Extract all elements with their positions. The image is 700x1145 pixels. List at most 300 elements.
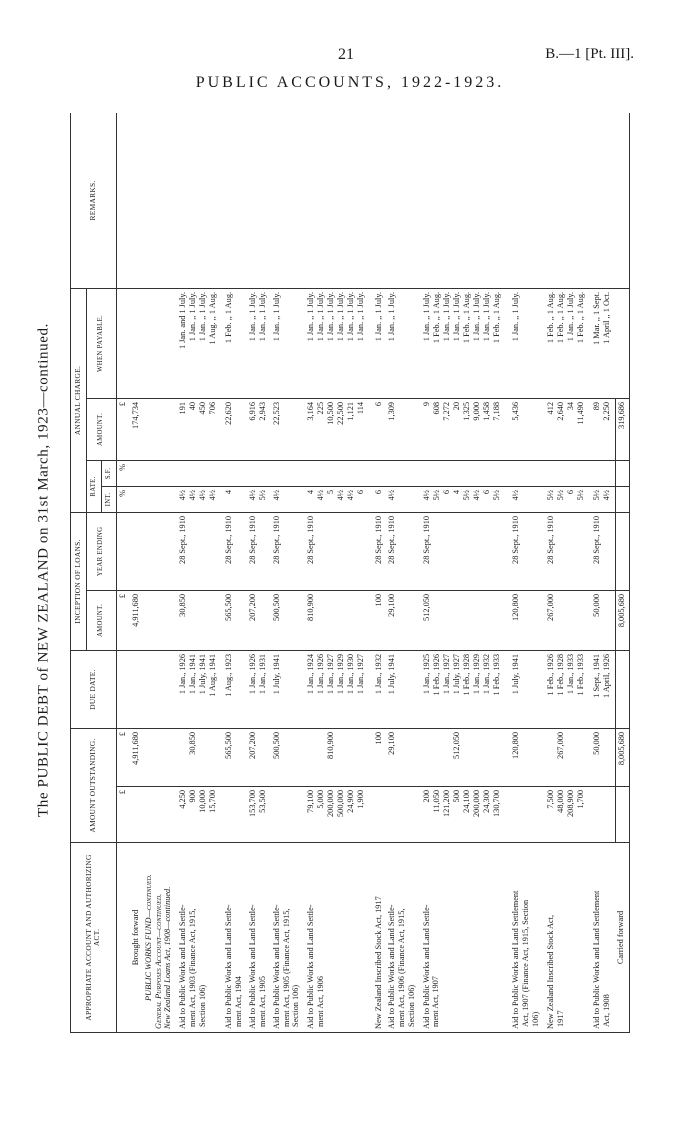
cell-line: 1 July, 1941 [387,653,397,695]
outstanding-sub [386,787,420,843]
total-charge: 319,686 [615,398,629,460]
due-date [373,650,386,728]
cell-line: 1 July, 1941 [511,653,521,695]
inception-amount: 50,000 [591,590,616,650]
outstanding-total [247,728,271,786]
account-line: New Zealand Inscribed Stock Act, 1917 [374,896,384,1029]
cell-line: 1 Feb., 1928 [461,653,471,696]
cell-line [131,292,141,395]
account-line: New Zealand Inscribed Stock Act, [545,914,555,1029]
cell-line: 191 [178,401,188,415]
total-inception: 8,005,680 [615,590,629,650]
cell-line: 1 Jan., 1930 [346,653,356,695]
rate-int [591,486,616,512]
when-payable [615,288,629,398]
cell-line: 1 Jan. ,, 1 July. [481,291,491,342]
unit-percent: % [116,486,129,512]
charge-amount [386,398,420,460]
cell-line: 22,523 [271,401,281,425]
header-row-1 [71,113,87,1033]
cell-line: 6 [374,489,384,495]
inception-amount: 120,800 [510,590,544,650]
cell-line: 1 Jan., 1929 [471,653,481,695]
table-row [510,113,544,1033]
cell-line [326,464,336,483]
charge-amount [591,398,616,460]
account-description [510,843,544,1033]
outstanding-total [271,728,305,786]
cell-line: 6 [565,489,575,495]
table-row [177,113,223,1033]
cell-line: 225 [316,401,326,415]
account-line: Aid to Public Works and Land Settle- [247,904,257,1029]
cell-line [131,464,141,483]
cell-line: 48,000 [555,790,565,813]
cell-line [422,732,432,783]
account-line: Section 106) [291,984,301,1027]
inception-year: 28 Sept., 1910 [247,512,271,590]
cell-line [482,464,492,483]
when-payable [305,288,373,398]
cell-line: 89 [591,401,601,411]
cell-line: 5½ [575,489,585,501]
charge-amount [247,398,271,460]
cell-line: 512,050 [451,731,461,759]
outstanding-sub [130,787,143,843]
cell-line [131,490,141,509]
cell-line [387,464,397,483]
cell-line: 5 [326,489,336,495]
due-date [143,650,177,728]
cell-line: 500,000 [336,790,346,817]
cell-line: 1 Feb. ,, 1 Aug. [224,291,234,344]
rate-sf [545,460,591,486]
cell-line: 1 Jan., 1927 [326,653,336,695]
cell-line: 200 [421,790,431,803]
due-date [305,650,373,728]
cell-line: 1 Sept., 1941 [591,653,601,698]
account-line: Act, 1908 [601,994,611,1027]
outstanding-sub [373,787,386,843]
remarks-cell [545,113,591,288]
cell-line [178,464,188,483]
rate-int [545,486,591,512]
cell-line: 4½ [336,489,346,501]
cell-line: 53,500 [257,790,267,813]
rate-int [421,486,511,512]
rate-sf [305,460,373,486]
rate-int [305,486,373,512]
cell-line: 1 Feb., 1928 [555,653,565,696]
cell-line: 4½ [188,489,198,501]
unit-pound: £ [116,398,129,460]
cell-line: 1 Aug. ,, 1 Aug. [208,291,218,345]
cell-line [346,464,356,483]
cell-line: 267,000 [555,731,565,759]
cell-line: 7,500 [545,790,555,809]
cell-line [316,732,326,783]
cell-line: 6 [356,489,366,495]
cell-line [272,790,282,839]
when-payable [386,288,420,398]
cell-line: 3,164 [306,401,316,421]
account-line: Aid to Public Works and Land Settle- [421,904,431,1029]
cell-line: 1 July, 1927 [451,653,461,695]
cell-line: 1 Jan. ,, 1 July. [374,291,384,342]
cell-line: 1,458 [481,401,491,421]
account-line: Aid to Public Works and Land Settle- [271,904,281,1029]
account-line: 1917 [555,1010,565,1027]
due-date [591,650,616,728]
page-title: PUBLIC ACCOUNTS, 1922-1923. [195,74,505,91]
carried-forward-text: Carried forward [616,910,626,965]
cell-line: 208,900 [565,790,575,817]
cell-line: 1 Mar. ,, 1 Sept. [591,291,601,345]
remarks-cell [373,113,386,288]
inception-amount: 4,911,680 [130,590,143,650]
account-description [545,843,591,1033]
outstanding-sub [510,787,544,843]
account-description [271,843,305,1033]
cell-line: 121,200 [441,790,451,817]
cell-line: 1 Jan., 1941 [188,653,198,695]
outstanding-total [591,728,616,786]
cell-line: 5½ [591,489,601,501]
charge-amount [305,398,373,460]
cell-line: 4½ [316,489,326,501]
page-header [0,40,700,100]
inception-year: 28 Sept., 1910 [271,512,305,590]
when-payable [223,288,247,398]
inception-amount: 500,500 [271,590,305,650]
cell-line: 450 [198,401,208,415]
outstanding-total [143,728,177,786]
account-line: Aid to Public Works and Land Settle- [224,904,234,1029]
rate-int [223,486,247,512]
cell-line: 30,850 [188,731,198,755]
col-inception: INCEPTION OF LOANS. [71,512,87,650]
table-row [591,113,616,1033]
rate-int [615,486,629,512]
cell-line: 100 [374,731,384,745]
cell-line: 1 Jan., 1933 [565,653,575,695]
cell-line: 79,100 [306,790,316,813]
inception-amount: 810,900 [305,590,373,650]
rate-sf [615,460,629,486]
rate-sf [247,460,271,486]
account-line: General Purposes Account—continued. [153,893,163,1029]
account-line: Aid to Public Works and Land Settle- [387,904,397,1029]
cell-line: 4,911,680 [130,731,140,765]
cell-line: 11,050 [431,790,441,813]
account-line: 106) [530,1011,540,1027]
col-rate-int: INT. [101,486,116,512]
inception-year: 28 Sept., 1910 [421,512,511,590]
due-date [386,650,420,728]
cell-line: 810,900 [326,731,336,759]
cell-line [208,464,218,483]
cell-line [442,732,452,783]
cell-line: 4½ [601,489,611,501]
cell-line: 130,700 [491,790,501,817]
cell-line: 22,500 [336,401,346,425]
cell-line [511,464,521,483]
outstanding-sub [177,787,223,843]
cell-line: 6 [481,489,491,495]
cell-line [602,464,612,483]
cell-line [336,464,346,483]
cell-line: 1 Jan. ,, 1 July. [336,291,346,342]
cell-line [422,464,432,483]
cell-line: 4 [224,489,234,495]
cell-line: 1 Feb., 1926 [545,653,555,696]
account-line: Section 106) [406,984,416,1027]
cell-line: 5,000 [316,790,326,809]
due-date [177,650,223,728]
when-payable [545,288,591,398]
cell-line: 5½ [545,489,555,501]
cell-line: 10,500 [326,401,336,425]
account-description [373,843,386,1033]
cell-line: 1 Jan. ,, 1 July. [451,291,461,342]
unit-pound: £ [116,590,129,650]
remarks-cell [223,113,247,288]
inception-year: 28 Sept., 1910 [510,512,544,590]
inception-amount: 512,050 [421,590,511,650]
account-description [386,843,420,1033]
table-row [305,113,373,1033]
cell-line [131,654,141,725]
account-line: Brought forward [130,909,140,966]
outstanding-sub [247,787,271,843]
cell-line: 1 Jan. ,, 1 July. [198,291,208,342]
cell-line [272,464,282,483]
table-row [271,113,305,1033]
charge-amount [510,398,544,460]
cell-line: 24,300 [481,790,491,813]
cell-line [556,464,566,483]
unit-pound: £ [116,787,129,843]
cell-line: 4½ [387,489,397,501]
cell-line: 200,000 [471,790,481,817]
cell-line: 4½ [198,489,208,501]
outstanding-sub [615,787,629,843]
col-account: APPROPRIATE ACCOUNT AND AUTHORIZING ACT. [71,843,117,1033]
cell-line [462,464,472,483]
col-charge-amount: AMOUNT. [86,398,116,460]
cell-line: 5½ [555,489,565,501]
cell-line [592,790,602,839]
account-line: ment Act, 1904 [233,976,243,1027]
cell-line: 1 Feb., 1926 [431,653,441,696]
cell-line: 40 [188,401,198,411]
rate-int [271,486,305,512]
inception-year: 28 Sept., 1910 [177,512,223,590]
side-title-container [24,120,64,1020]
account-line: New Zealand Loans Act, 1908—continued. [163,886,173,1029]
rate-sf [373,460,386,486]
cell-line: 1 Jan. ,, 1 July. [346,291,356,342]
cell-line [374,790,384,839]
cell-line [248,464,258,483]
cell-line [442,464,452,483]
cell-line: 1 Jan., 1929 [336,653,346,695]
cell-line: 1 Jan., 1932 [374,653,384,695]
cell-line: 1 Jan. ,, 1 July. [441,291,451,342]
cell-line: 565,500 [224,731,234,759]
cell-line: 6,916 [247,401,257,421]
outstanding-sub [545,787,591,843]
table-row [130,113,143,1033]
account-line: Aid to Public Works and Land Settlement [511,890,521,1029]
account-line: Act, 1907 (Finance Act, 1915, Section [521,899,531,1027]
carried-forward-label [615,843,629,1033]
due-date [510,650,544,728]
inception-amount: 100 [373,590,386,650]
outstanding-sub [143,787,177,843]
inception-year: 28 Sept., 1910 [223,512,247,590]
cell-line: 1 Jan. ,, 1 July. [511,291,521,342]
cell-line: 6 [374,401,384,407]
cell-line [356,464,366,483]
outstanding-total [545,728,591,786]
cell-line [492,464,502,483]
cell-line: 1 Feb. ,, 1 Aug. [461,291,471,344]
table-row [373,113,386,1033]
outstanding-total [130,728,143,786]
account-line: ment Act, 1905 [257,976,267,1027]
cell-line: 1 April ,, 1 Oct. [601,291,611,344]
remarks-cell [130,113,143,288]
inception-year: 28 Sept., 1910 [386,512,420,590]
charge-amount [545,398,591,460]
remarks-cell [271,113,305,288]
cell-line: 2,640 [555,401,565,421]
cell-line: 153,700 [247,790,257,817]
when-payable [177,288,223,398]
cell-line: 500,500 [271,731,281,759]
when-payable [421,288,511,398]
rate-sf [223,460,247,486]
table-row [386,113,420,1033]
inception-year: 28 Sept., 1910 [373,512,386,590]
cell-line: 1 Jan., 1926 [178,653,188,695]
rate-int [373,486,386,512]
rate-int [510,486,544,512]
inception-year [130,512,143,590]
cell-line: 1 Jan. ,, 1 July. [471,291,481,342]
due-date [421,650,511,728]
cell-line: 1 Jan. ,, 1 July. [257,291,267,342]
remarks-cell [510,113,544,288]
cell-line: 1 Feb. ,, 1 Aug. [575,291,585,344]
rate-int [177,486,223,512]
cell-line: 1 Jan. ,, 1 July. [188,291,198,342]
cell-line [387,790,397,839]
cell-line: 1 Jan. ,, 1 July. [247,291,257,342]
rotated-table-frame [70,113,630,1033]
when-payable [510,288,544,398]
cell-line: 1 April, 1926 [601,653,611,699]
cell-line: 15,700 [208,790,218,813]
remarks-cell [591,113,616,288]
cell-line: 1 Jan., 1931 [257,653,267,695]
account-description [421,843,511,1033]
cell-line: 114 [356,401,366,415]
when-payable [130,288,143,398]
account-description [591,843,616,1033]
due-date [615,650,629,728]
cell-line [178,732,188,783]
account-line: ment Act, 1903 (Finance Act, 1915, [187,908,197,1027]
inception-year: 28 Sept., 1910 [305,512,373,590]
inception-amount: 30,850 [177,590,223,650]
account-description [130,843,143,1033]
account-line: PUBLIC WORKS FUND—continued. [143,874,153,1001]
cell-line [131,790,141,839]
cell-line: 1,900 [356,790,366,809]
cell-line: 1,700 [575,790,585,809]
table-row [223,113,247,1033]
unit-pound: £ [116,728,129,786]
cell-line: 200,000 [326,790,336,817]
col-outstanding: AMOUNT OUTSTANDING. [71,728,117,842]
cell-line: 4½ [346,489,356,501]
col-due-date: DUE DATE. [71,650,117,728]
account-description [247,843,271,1033]
cell-line [306,464,316,483]
account-line: Aid to Public Works and Land Settle- [178,904,188,1029]
rate-int [130,486,143,512]
outstanding-sub [223,787,247,843]
remarks-cell [143,113,177,288]
cell-line: 4½ [247,489,257,501]
cell-line: 1 Jan. and 1 July. [178,291,188,350]
remarks-cell [305,113,373,288]
cell-line [566,464,576,483]
cell-line [306,732,316,783]
totals-row [615,113,629,1033]
inception-year [143,512,177,590]
cell-line: 1 Feb. ,, 1 Aug. [431,291,441,344]
cell-line [432,464,442,483]
cell-line: 1,121 [346,401,356,421]
when-payable [143,288,177,398]
account-line: ment Act, 1906 [316,976,325,1027]
account-line: ment Act, 1905 (Finance Act, 1915, [281,908,291,1027]
cell-line: 706 [208,401,218,415]
cell-line: 207,200 [247,731,257,759]
account-description [143,843,177,1033]
due-date [271,650,305,728]
table-row [247,113,271,1033]
cell-line: 4½ [178,489,188,501]
rate-sf [271,460,305,486]
outstanding-sub [271,787,305,843]
cell-line: 1 Jan. ,, 1 July. [316,291,326,342]
cell-line: 1 Jan. ,, 1 July. [421,291,431,342]
cell-line: 1 Jan. ,, 1 July. [356,291,366,342]
account-line: Section 106) [197,984,207,1027]
table-body [116,113,629,1033]
cell-line: 1 Feb. ,, 1 Aug. [491,291,501,344]
cell-line: 1 Feb., 1933 [491,653,501,696]
cell-line: 2,943 [257,401,267,421]
inception-amount [143,590,177,650]
cell-line: 4½ [421,489,431,501]
cell-line: 6 [441,489,451,495]
rate-sf [177,460,223,486]
